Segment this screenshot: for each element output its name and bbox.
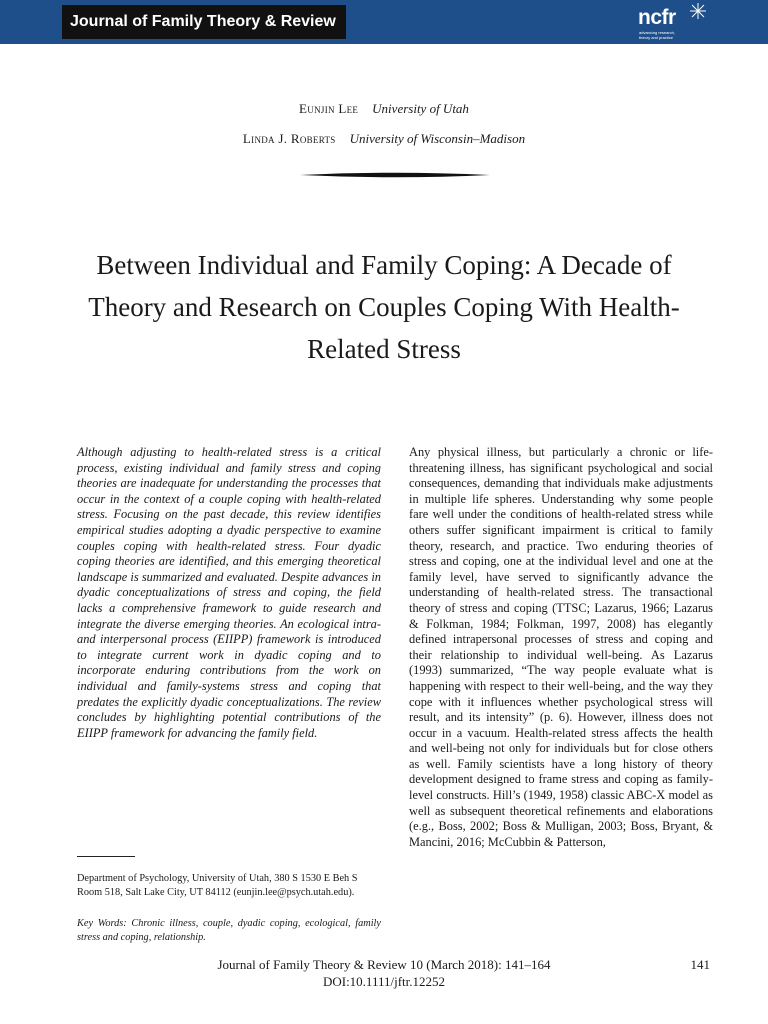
author-name: Eunjin Lee xyxy=(299,101,359,116)
logo-tagline: advancing research, theory and practice xyxy=(639,30,676,40)
abstract: Although adjusting to health-related stress is a critical process, existing individual and family stress and coping theories are inadequate for understanding the processes that occur in the context of a couple coping with health-related stress. Focusing on the past decade, this review identifies empirical studies adopting a dyadic perspective to examine couples coping with health-related stress. Four dyadic coping theories are identified, and this emerging theoretical landscape is summarized and evaluated. Despite advances in dyadic conceptualizations of stress and coping, the field lacks a comprehensive framework to guide research and integrate the diverse emerging theories. An ecological intra- and interpersonal process (EIIPP) framework is introduced to integrate current work in dyadic coping and to incorporate enduring contributions from the work on individual and family-systems stress and coping that predates the explicitly dyadic conceptualizations. The review concludes by highlighting potential contributions of the EIIPP framework for advancing the family field. xyxy=(77,445,381,740)
page-number: 141 xyxy=(690,957,710,972)
starburst-icon xyxy=(690,3,706,19)
body-text-column: Any physical illness, but particularly a chronic or life-threatening illness, has significant psychological and social consequences, demanding that individuals make adjustments in multiple life spheres. Understanding why some people fare well under the conditions of health-related stress while others suffer significant impairment is critical to family theory, research, and practice. Two enduring theories of stress and coping, one at the individual level and one at the family level, have served to significantly advance the understanding of health-related stress. The transactional theory of stress and coping (TTSC; Lazarus, 1966; Lazarus & Folkman, 1984; Folkman, 1997, 2008) has elegantly defined intrapersonal processes of stress and coping and their relationship to individual well-being. As Lazarus (1993) summarized, “The way people evaluate what is happening with respect to their well-being, and the way they cope with it influences whether psychological stress will result, and its intensity” (p. 6). However, illness does not occur in a vacuum. Health-related stress affects the health and well-being not only for individuals but for close others as well. Family scientists have a long history of theory development designed to frame stress and coping as family-level constructs. Hill’s (1949, 1958) classic ABC-X model as well as subsequent theoretical refinements and elaborations (e.g., Boss, 2002; Boss & Mulligan, 2003; Boss, Bryant, & Mancini, 2016; McCubbin & Patterson, xyxy=(409,445,713,849)
title-ornament-rule xyxy=(300,170,490,180)
ncfr-logo xyxy=(638,3,708,43)
footnote-rule xyxy=(77,856,135,857)
journal-name: Journal of Family Theory & Review xyxy=(62,5,346,39)
logo-wordmark: ncfr xyxy=(638,6,676,29)
author-entry xyxy=(0,100,768,130)
doi-line: DOI:10.1111/jftr.12252 xyxy=(322,974,446,989)
author-list xyxy=(0,100,768,160)
article-title: Between Individual and Family Coping: A Decade of Theory and Research on Couples Coping With Health-Related Stress xyxy=(88,250,680,364)
author-affiliation: University of Utah xyxy=(372,101,469,116)
footer-citation xyxy=(0,956,768,990)
author-address-footnote: Department of Psychology, University of Utah, 380 S 1530 E Beh S Room 518, Salt Lake City, UT 84112 (eunjin.lee@psych.utah.edu). xyxy=(77,873,358,898)
author-name: Linda J. Roberts xyxy=(242,131,336,146)
author-affiliation: University of Wisconsin–Madison xyxy=(349,131,526,146)
keywords: Key Words: Chronic illness, couple, dyadic coping, ecological, family stress and coping, relationship. xyxy=(77,918,381,943)
author-entry xyxy=(0,130,768,160)
citation-line: Journal of Family Theory & Review 10 (March 2018): 141–164 xyxy=(217,957,551,972)
journal-header-bar xyxy=(0,0,768,44)
